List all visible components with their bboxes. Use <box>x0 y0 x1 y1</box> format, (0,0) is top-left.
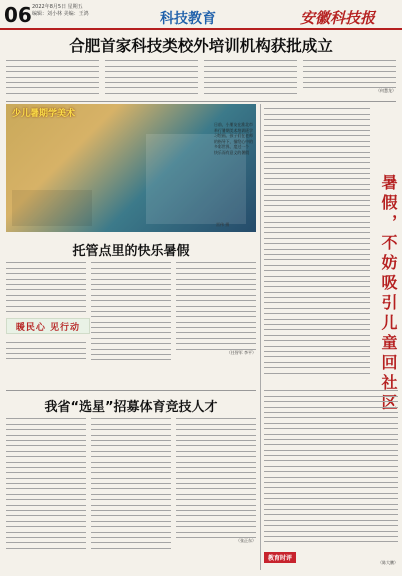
body-column <box>204 56 297 98</box>
story2-headline: 托管点里的快乐暑假 <box>72 244 190 259</box>
commentary-column <box>264 104 400 572</box>
divider <box>6 101 396 102</box>
body-column <box>6 56 99 98</box>
body-column <box>91 414 171 549</box>
story2-byline: （任智军 李平） <box>226 349 256 355</box>
body-column <box>91 258 171 360</box>
photo-caption: 日前，小朋友在淮北市 举行暑期美术培训班学 习绘画。孩子们在老师 的指导下，描绘心中的 多彩世界，度过一个 快乐而有意义的暑假 <box>214 122 253 155</box>
story3-body <box>6 414 256 570</box>
page-number: 06 <box>4 3 32 27</box>
body-column <box>303 56 396 98</box>
commentary-byline: （陈大鹏） <box>378 560 398 565</box>
commentary-vertical-title: 暑假，不妨吸引儿童回社区 <box>379 174 398 414</box>
banner-text: 暖民心 见行动 <box>15 322 81 333</box>
body-column <box>176 414 256 549</box>
section-title: 科技教育 <box>160 11 216 27</box>
issue-meta <box>32 4 89 18</box>
divider <box>6 390 256 391</box>
body-column <box>105 56 198 98</box>
body-column <box>6 258 86 360</box>
story3-byline: （张正东） <box>236 537 256 543</box>
commentary-text-top <box>264 104 370 374</box>
paper-logo: 安徽科技报 <box>300 9 376 27</box>
photo-credit: 雷伟 摄 <box>216 222 230 227</box>
commentary-text-bottom <box>264 386 398 542</box>
column-tag: 教育时评 <box>264 552 296 563</box>
story3-headline: 我省“选星”招募体育竞技人才 <box>44 400 218 415</box>
body-column <box>6 414 86 549</box>
issue-editor: 编辑：刘小林 美编：王鸿 <box>32 11 89 17</box>
top-story-body <box>6 56 396 98</box>
top-headline: 合肥首家科技类校外培训机构获批成立 <box>69 37 333 55</box>
column-rule <box>260 104 261 570</box>
photo-foreground <box>12 190 92 226</box>
story2-body <box>6 258 256 376</box>
top-story-byline: （何慧龙） <box>376 88 396 94</box>
photo-title: 少儿暑期学美术 <box>12 109 76 119</box>
masthead <box>0 0 402 30</box>
issue-date: 2022年8月5日 星期五 <box>32 4 83 10</box>
body-column <box>176 258 256 360</box>
story2-banner <box>6 318 90 334</box>
